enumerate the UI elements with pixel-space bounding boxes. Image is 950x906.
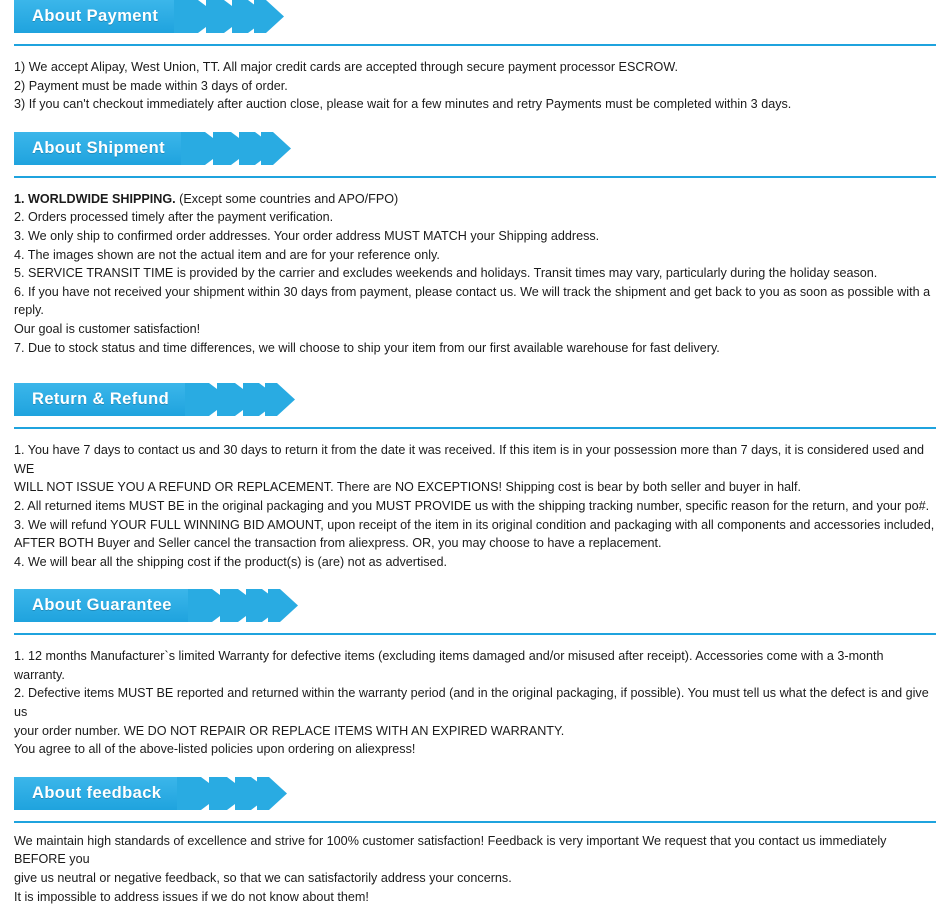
section-title: About Shipment: [32, 138, 165, 157]
bold-prefix: 1. WORLDWIDE SHIPPING.: [14, 191, 176, 206]
section-title: Return & Refund: [32, 390, 170, 409]
section-about-feedback: [0, 777, 950, 906]
section-about-payment: [0, 0, 950, 114]
banner-box: [14, 0, 174, 33]
chevron-arrows-icon: [188, 589, 298, 622]
text-line: Our goal is customer satisfaction!: [14, 321, 201, 336]
banner-about-guarantee: [0, 589, 950, 633]
text-line: WILL NOT ISSUE YOU A REFUND OR REPLACEMENT. There are NO EXCEPTIONS! Shipping cost is bear by both seller and buyer in half.: [14, 480, 801, 495]
chevron-arrows-icon: [174, 0, 284, 33]
text-line: 2. Orders processed timely after the payment verification.: [14, 210, 334, 225]
banner-about-shipment: [0, 132, 950, 176]
section-return-refund: [0, 383, 950, 571]
banner-about-payment: [0, 0, 950, 44]
body-about-shipment: [0, 178, 950, 357]
text-line: We maintain high standards of excellence and strive for 100% customer satisfaction! Feedback is very important We request that you contact us immediately BEFORE you: [14, 833, 887, 867]
text-line: 3. We will refund YOUR FULL WINNING BID AMOUNT, upon receipt of the item in its original condition and packaging with all components and accessories included,: [14, 517, 935, 532]
text-line: 2) Payment must be made within 3 days of order.: [14, 78, 288, 93]
text-line: 4. The images shown are not the actual item and are for your reference only.: [14, 247, 440, 262]
text-line: give us neutral or negative feedback, so that we can satisfactorily address your concerns.: [14, 871, 512, 886]
text-line: 7. Due to stock status and time differences, we will choose to ship your item from our first available warehouse for fast delivery.: [14, 340, 720, 355]
body-return-refund: [0, 429, 950, 571]
text-line: 5. SERVICE TRANSIT TIME is provided by the carrier and excludes weekends and holidays. Transit times may vary, particularly during the holiday season.: [14, 266, 878, 281]
banner-return-refund: [0, 383, 950, 427]
text-line: AFTER BOTH Buyer and Seller cancel the transaction from aliexpress. OR, you may choose to have a replacement.: [14, 536, 662, 551]
text-line: 6. If you have not received your shipment within 30 days from payment, please contact us. We will track the shipment and get back to you as soon as possible with a reply.: [14, 284, 931, 318]
banner-box: [14, 383, 185, 416]
text-line: your order number. WE DO NOT REPAIR OR REPLACE ITEMS WITH AN EXPIRED WARRANTY.: [14, 723, 565, 738]
section-title: About Payment: [32, 7, 159, 25]
text-line: 2. All returned items MUST BE in the original packaging and you MUST PROVIDE us with the shipping tracking number, specific reason for the return, and your po#.: [14, 498, 930, 513]
banner-box: [14, 132, 181, 165]
body-about-feedback: [0, 823, 950, 906]
section-about-guarantee: [0, 589, 950, 759]
banner-about-feedback: [0, 777, 950, 821]
banner-box: [14, 589, 188, 622]
chevron-arrows-icon: [181, 132, 291, 165]
body-about-payment: [0, 46, 950, 114]
section-about-shipment: [0, 132, 950, 357]
banner-box: [14, 777, 177, 810]
chevron-arrows-icon: [185, 383, 295, 416]
text-line: 3. We only ship to confirmed order addresses. Your order address MUST MATCH your Shipping address.: [14, 228, 600, 243]
text-line-bold: [14, 190, 936, 209]
body-about-guarantee: [0, 635, 950, 759]
text-line: 1. You have 7 days to contact us and 30 days to return it from the date it was received. If this item is in your possession more than 7 days, it is considered used and WE: [14, 443, 925, 476]
text-line: 1) We accept Alipay, West Union, TT. All major credit cards are accepted through secure payment processor ESCROW.: [14, 60, 679, 74]
text-line: 1. 12 months Manufacturer`s limited Warranty for defective items (excluding items damaged and/or misused after receipt). Accessories come with a 3-month warranty.: [14, 649, 884, 682]
section-title: About Guarantee: [32, 596, 172, 615]
text-line: 2. Defective items MUST BE reported and returned within the warranty period (and in the original packaging, if possible). You must tell us what the defect is and give us: [14, 686, 929, 720]
text-line: 4. We will bear all the shipping cost if the product(s) is (are) not as advertised.: [14, 554, 448, 569]
text-line: It is impossible to address issues if we do not know about them!: [14, 889, 369, 904]
section-title: About feedback: [32, 783, 162, 802]
chevron-arrows-icon: [177, 777, 287, 810]
text-line: You agree to all of the above-listed policies upon ordering on aliexpress!: [14, 742, 416, 757]
text-line: 3) If you can't checkout immediately after auction close, please wait for a few minutes and retry Payments must be completed within 3 days.: [14, 97, 792, 112]
bold-rest: (Except some countries and APO/FPO): [175, 191, 399, 206]
